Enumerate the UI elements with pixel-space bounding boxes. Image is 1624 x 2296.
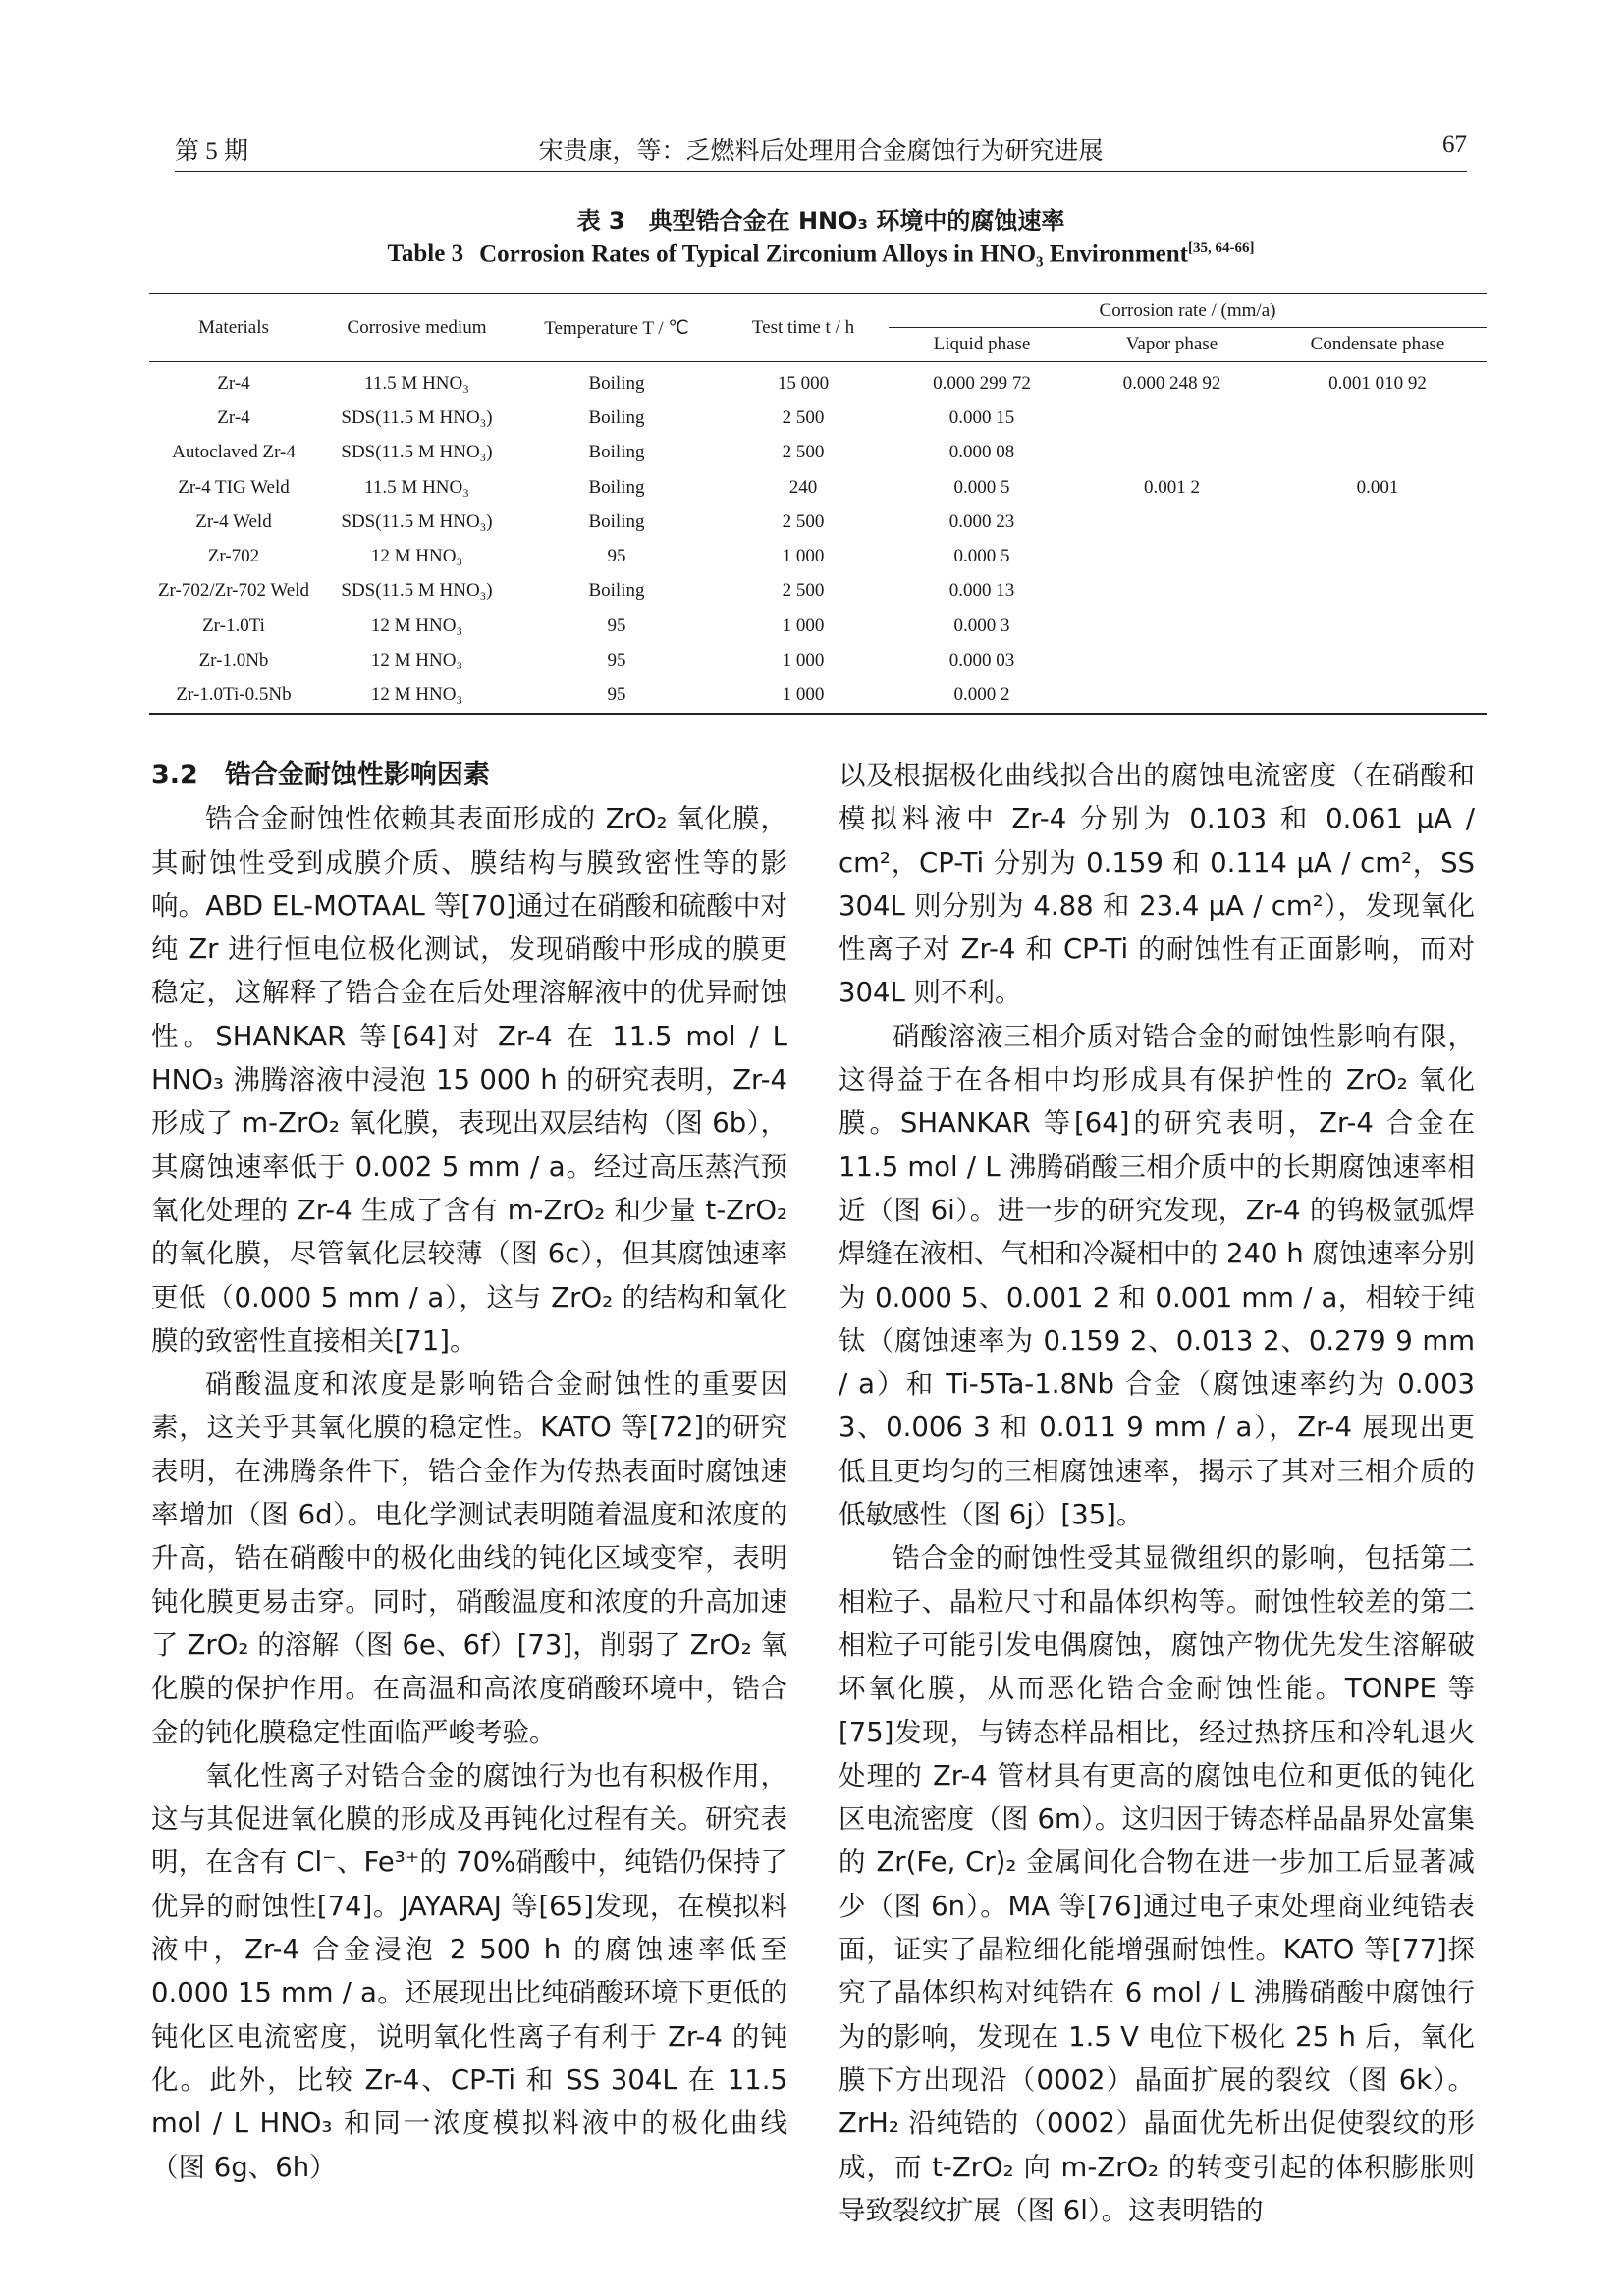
cell-temperature: 95	[607, 684, 626, 706]
cell-medium: SDS(11.5 M HNO₃)	[341, 442, 493, 463]
col-header-condensate: Condensate phase	[1310, 334, 1445, 354]
col-header-temperature: Temperature T / ℃	[544, 317, 689, 339]
table-caption-en	[175, 240, 1467, 268]
cell-test-time: 2 500	[782, 406, 825, 428]
left-column	[151, 754, 787, 2189]
cell-test-time: 2 500	[782, 442, 825, 463]
cell-vapor-rate	[1075, 436, 1269, 470]
cell-vapor-rate	[1075, 400, 1269, 435]
paragraph: 以及根据极化曲线拟合出的腐蚀电流密度（在硝酸和模拟料液中 Zr-4 分别为 0.103 和 0.061 μA / cm²，CP-Ti 分别为 0.159 和 0.114 μA / cm²，SS 304L 则分别为 4.88 和 23.4 μA / cm²），发现氧化性离子对 Zr-4 和 CP-Ti 的耐蚀性有正面影响，而对 304L 则不利。	[839, 760, 1475, 1009]
cell-material: Zr-702/Zr-702 Weld	[157, 580, 310, 602]
cell-vapor-rate	[1075, 643, 1269, 677]
cell-condensate-rate	[1269, 643, 1487, 677]
cell-medium: 11.5 M HNO₃	[364, 372, 469, 394]
col-header-materials: Materials	[198, 317, 269, 338]
cell-liquid-rate: 0.000 23	[948, 510, 1015, 532]
cell-condensate-rate: 0.001	[1356, 476, 1399, 498]
section-heading: 3.2 锆合金耐蚀性影响因素	[151, 760, 490, 790]
table-row	[149, 678, 1487, 714]
cell-test-time: 2 500	[782, 580, 825, 602]
cell-condensate-rate	[1269, 436, 1487, 470]
cell-medium: 12 M HNO₃	[370, 614, 463, 636]
cell-test-time: 1 000	[782, 650, 825, 671]
table-row	[149, 643, 1487, 677]
cell-test-time: 1 000	[782, 546, 825, 567]
cell-condensate-rate	[1269, 574, 1487, 609]
cell-condensate-rate	[1269, 609, 1487, 643]
paragraph: 硝酸溶液三相介质对锆合金的耐蚀性影响有限，这得益于在各相中均形成具有保护性的 ZrO₂ 氧化膜。SHANKAR 等[64]的研究表明，Zr-4 合金在 11.5 mol / L 沸腾硝酸三相介质中的长期腐蚀速率相近（图 6i）。进一步的研究发现，Zr-4 的钨极氩弧焊焊缝在液相、气相和冷凝相中的 240 h 腐蚀速率分别为 0.000 5、0.001 2 和 0.001 mm / a，相较于纯钛（腐蚀速率为 0.159 2、0.013 2、0.279 9 mm / a）和 Ti-5Ta-1.8Nb 合金（腐蚀速率约为 0.003 3、0.006 3 和 0.011 9 mm / a），Zr-4 展现出更低且更均匀的三相腐蚀速率，揭示了其对三相介质的低敏感性（图 6j）[35]。	[839, 1020, 1475, 1531]
cell-liquid-rate: 0.000 15	[948, 406, 1015, 428]
cell-temperature: Boiling	[588, 510, 645, 532]
cell-liquid-rate: 0.000 03	[948, 650, 1015, 671]
cell-temperature: Boiling	[588, 476, 645, 498]
cell-medium: 12 M HNO₃	[370, 650, 463, 671]
cell-medium: SDS(11.5 M HNO₃)	[341, 406, 493, 428]
cell-temperature: 95	[607, 650, 626, 671]
issue-number: 第 5 期	[175, 138, 249, 165]
cell-vapor-rate	[1075, 574, 1269, 609]
cell-material: Zr-1.0Nb	[198, 650, 269, 671]
table-row	[149, 362, 1487, 401]
cell-liquid-rate: 0.000 08	[948, 442, 1015, 463]
cell-material: Zr-1.0Ti-0.5Nb	[176, 684, 292, 706]
cell-material: Zr-4 TIG Weld	[178, 476, 290, 498]
table-row	[149, 400, 1487, 435]
col-header-medium: Corrosive medium	[347, 317, 487, 338]
paragraph: 硝酸温度和浓度是影响锆合金耐蚀性的重要因素，这关乎其氧化膜的稳定性。KATO 等[72]的研究表明，在沸腾条件下，锆合金作为传热表面时腐蚀速率增加（图 6d）。电化学测试表明随着温度和浓度的升高，锆在硝酸中的极化曲线的钝化区域变窄，表明钝化膜更易击穿。同时，硝酸温度和浓度的升高加速了 ZrO₂ 的溶解（图 6e、6f）[73]，削弱了 ZrO₂ 氧化膜的保护作用。在高温和高浓度硝酸环境中，锆合金的钝化膜稳定性面临严峻考验。	[151, 1368, 787, 1748]
cell-vapor-rate	[1075, 678, 1269, 714]
cell-temperature: Boiling	[588, 580, 645, 602]
cell-material: Zr-4	[217, 372, 250, 394]
table-row	[149, 539, 1487, 573]
cell-vapor-rate: 0.001 2	[1144, 476, 1200, 498]
col-header-vapor: Vapor phase	[1125, 334, 1218, 354]
table-row	[149, 436, 1487, 470]
cell-test-time: 240	[788, 476, 818, 498]
cell-vapor-rate	[1075, 609, 1269, 643]
cell-vapor-rate	[1075, 539, 1269, 573]
cell-condensate-rate	[1269, 400, 1487, 435]
cell-temperature: 95	[607, 614, 626, 636]
cell-temperature: Boiling	[588, 406, 645, 428]
cell-material: Zr-4 Weld	[195, 510, 272, 532]
cell-condensate-rate: 0.001 010 92	[1328, 372, 1427, 394]
col-header-corrosion-rate: Corrosion rate / (mm/a)	[889, 294, 1487, 328]
cell-material: Zr-702	[207, 546, 260, 567]
cell-medium: 12 M HNO₃	[370, 546, 463, 567]
cell-medium: 12 M HNO₃	[370, 684, 463, 706]
table-row	[149, 470, 1487, 505]
cell-liquid-rate: 0.000 5	[953, 546, 1010, 567]
paragraph: 锆合金耐蚀性依赖其表面形成的 ZrO₂ 氧化膜，其耐蚀性受到成膜介质、膜结构与膜致密性等的影响。ABD EL-MOTAAL 等[70]通过在硝酸和硫酸中对纯 Zr 进行恒电位极化测试，发现硝酸中形成的膜更稳定，这解释了锆合金在后处理溶解液中的优异耐蚀性。SHANKAR 等[64]对 Zr-4 在 11.5 mol / L HNO₃ 沸腾溶液中浸泡 15 000 h 的研究表明，Zr-4 形成了 m-ZrO₂ 氧化膜，表现出双层结构（图 6b），其腐蚀速率低于 0.002 5 mm / a。经过高压蒸汽预氧化处理的 Zr-4 生成了含有 m-ZrO₂ 和少量 t-ZrO₂ 的氧化膜，尽管氧化层较薄（图 6c），但其腐蚀速率更低（0.000 5 mm / a），这与 ZrO₂ 的结构和氧化膜的致密性直接相关[71]。	[151, 803, 787, 1357]
cell-vapor-rate	[1075, 505, 1269, 539]
cell-test-time: 15 000	[777, 372, 830, 394]
cell-material: Zr-4	[217, 406, 250, 428]
table-row	[149, 609, 1487, 643]
cell-temperature: Boiling	[588, 372, 645, 394]
cell-test-time: 1 000	[782, 684, 825, 706]
cell-temperature: 95	[607, 546, 626, 567]
cell-medium: SDS(11.5 M HNO₃)	[341, 580, 493, 602]
cell-temperature: Boiling	[588, 442, 645, 463]
cell-condensate-rate	[1269, 505, 1487, 539]
col-header-test-time: Test time t / h	[751, 317, 855, 338]
cell-liquid-rate: 0.000 299 72	[933, 372, 1031, 394]
cell-liquid-rate: 0.000 5	[953, 476, 1010, 498]
cell-medium: 11.5 M HNO₃	[364, 476, 469, 498]
cell-test-time: 1 000	[782, 614, 825, 636]
corrosion-rate-table	[149, 293, 1487, 715]
cell-material: Autoclaved Zr-4	[172, 442, 296, 463]
paragraph: 氧化性离子对锆合金的腐蚀行为也有积极作用，这与其促进氧化膜的形成及再钝化过程有关。研究表明，在含有 Cl⁻、Fe³⁺的 70%硝酸中，纯锆仍保持了优异的耐蚀性[74]。JAYARAJ 等[65]发现，在模拟料液中，Zr-4 合金浸泡 2 500 h 的腐蚀速率低至 0.000 15 mm / a。还展现出比纯硝酸环境下更低的钝化区电流密度，说明氧化性离子有利于 Zr-4 的钝化。此外，比较 Zr-4、CP-Ti 和 SS 304L 在 11.5 mol / L HNO₃ 和同一浓度模拟料液中的极化曲线（图 6g、6h）	[151, 1759, 787, 2183]
cell-condensate-rate	[1269, 678, 1487, 714]
page-number: 67	[1442, 132, 1467, 158]
table-row	[149, 505, 1487, 539]
cell-medium: SDS(11.5 M HNO₃)	[341, 510, 493, 532]
cell-liquid-rate: 0.000 3	[953, 614, 1010, 636]
table-caption-cn: 表 3 典型锆合金在 HNO₃ 环境中的腐蚀速率	[576, 207, 1065, 235]
cell-test-time: 2 500	[782, 510, 825, 532]
running-title: 宋贵康，等：乏燃料后处理用合金腐蚀行为研究进展	[538, 138, 1104, 165]
table-caption-refs: [35, 64-66]	[1188, 240, 1255, 256]
running-header	[175, 128, 1467, 172]
cell-vapor-rate: 0.000 248 92	[1122, 372, 1221, 394]
cell-condensate-rate	[1269, 539, 1487, 573]
table-row	[149, 574, 1487, 609]
right-column	[839, 754, 1475, 2232]
table-caption-en-number: Table 3	[387, 240, 464, 268]
table-caption-en-text: Corrosion Rates of Typical Zirconium Alloys in HNO₃ Environment	[479, 240, 1188, 268]
cell-material: Zr-1.0Ti	[202, 614, 265, 636]
cell-liquid-rate: 0.000 13	[948, 580, 1015, 602]
cell-liquid-rate: 0.000 2	[953, 684, 1010, 706]
paragraph: 锆合金的耐蚀性受其显微组织的影响，包括第二相粒子、晶粒尺寸和晶体织构等。耐蚀性较差的第二相粒子可能引发电偶腐蚀，腐蚀产物优先发生溶解破坏氧化膜，从而恶化锆合金耐蚀性能。TONPE 等[75]发现，与铸态样品相比，经过热挤压和冷轧退火处理的 Zr-4 管材具有更高的腐蚀电位和更低的钝化区电流密度（图 6m）。这归因于铸态样品晶界处富集的 Zr(Fe, Cr)₂ 金属间化合物在进一步加工后显著减少（图 6n）。MA 等[76]通过电子束处理商业纯锆表面，证实了晶粒细化能增强耐蚀性。KATO 等[77]探究了晶体织构对纯锆在 6 mol / L 沸腾硝酸中腐蚀行为的影响，发现在 1.5 V 电位下极化 25 h 后，氧化膜下方出现沿（0002）晶面扩展的裂纹（图 6k）。ZrH₂ 沿纯锆的（0002）晶面优先析出促使裂纹的形成，而 t-ZrO₂ 向 m-ZrO₂ 的转变引起的体积膨胀则导致裂纹扩展（图 6l）。这表明锆的	[839, 1542, 1475, 2226]
col-header-liquid: Liquid phase	[933, 334, 1031, 354]
